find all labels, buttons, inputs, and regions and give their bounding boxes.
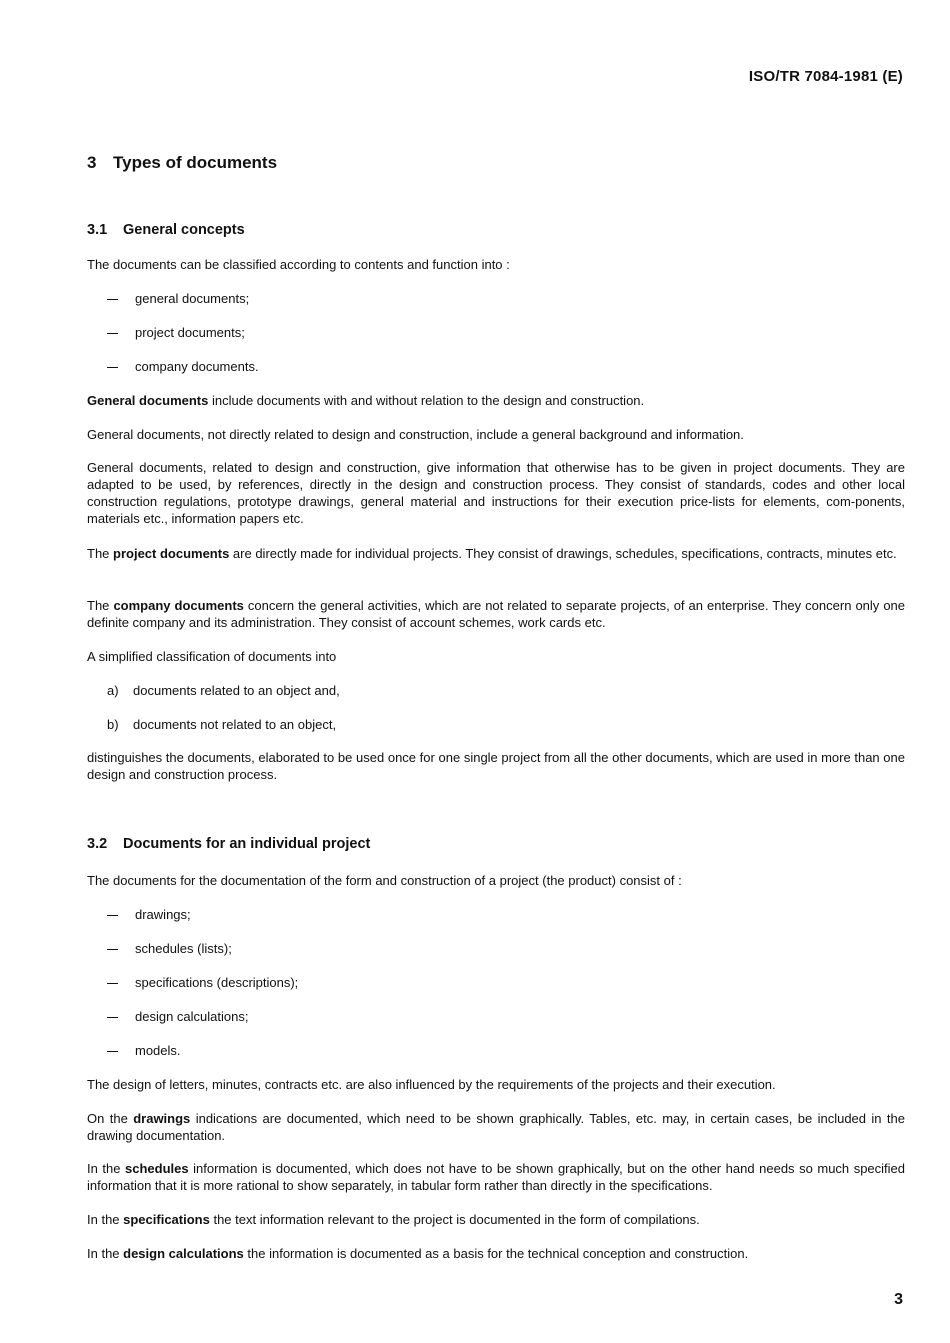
page-number: 3 (894, 1291, 903, 1308)
list-item-text: specifications (descriptions); (135, 975, 299, 990)
term: design calculations (123, 1246, 244, 1261)
dash-bullet (107, 1008, 118, 1025)
paragraph-text: information is documented, which does not have to be shown graphically, but on the other hand needs so much specified information that it is more rational to show separately, in tabular form rather than directly in the specifications. (87, 1161, 905, 1193)
s31-intro: The documents can be classified according to contents and function into : (87, 257, 510, 272)
paragraph-text: are directly made for individual projects. They consist of drawings, schedules, specifications, contracts, minutes etc. (229, 546, 897, 561)
document-code: ISO/TR 7084-1981 (E) (748, 68, 903, 85)
s31-paragraph-5 (87, 597, 905, 631)
term: project documents (113, 546, 230, 561)
section-3-2-heading (87, 836, 370, 852)
s31-paragraph-3: General documents, related to design and construction, give information that otherwise has to be given in project documents. They are adapted to be used, by references, directly in the design and construction process. They consist of standards, codes and other local construction regulations, prototype drawings, general material and instructions for their execution price-lists for elements, com-ponents, materials etc., information papers etc. (87, 460, 905, 526)
dash-bullet (107, 974, 118, 991)
s31-paragraph-1 (87, 392, 905, 409)
term: company documents (113, 598, 244, 613)
s32-paragraph-4 (87, 1211, 905, 1228)
dash-bullet (107, 906, 118, 923)
section-3-1-heading (87, 222, 245, 238)
dash-bullet (107, 290, 118, 307)
list-item-text: documents not related to an object, (133, 717, 337, 732)
list-label: b) (107, 717, 119, 732)
dash-bullet (107, 1042, 118, 1059)
s32-paragraph-1: The design of letters, minutes, contracts etc. are also influenced by the requirements of the projects and their execution. (87, 1077, 776, 1092)
dash-bullet (107, 940, 118, 957)
term: specifications (123, 1212, 210, 1227)
list-item-text: design calculations; (135, 1009, 249, 1024)
paragraph-text: the text information relevant to the project is documented in the form of compilations. (209, 1212, 700, 1227)
paragraph-text: In the (87, 1161, 125, 1176)
s32-intro: The documents for the documentation of the form and construction of a project (the product) consist of : (87, 873, 682, 888)
s31-paragraph-4 (87, 545, 905, 562)
section-title: Types of documents (113, 153, 278, 172)
dash-bullet (107, 324, 118, 341)
list-item-text: models. (135, 1043, 181, 1058)
s32-paragraph-3 (87, 1160, 905, 1194)
paragraph-text: include documents with and without relation to the design and construction. (208, 393, 645, 408)
list-item-text: drawings; (135, 907, 191, 922)
s31-paragraph-7: distinguishes the documents, elaborated to be used once for one single project from all the other documents, which are used in more than one design and construction process. (87, 750, 905, 782)
paragraph-text: indications are documented, which need to be shown graphically. Tables, etc. may, in certain cases, be included in the drawing documentation. (87, 1111, 905, 1143)
subsection-number: 3.2 (87, 836, 108, 852)
section-number: 3 (87, 153, 97, 172)
term: drawings (133, 1111, 191, 1126)
paragraph-text: On the (87, 1111, 134, 1126)
term: schedules (125, 1161, 189, 1176)
s31-paragraph-6: A simplified classification of documents into (87, 649, 337, 664)
s31-paragraph-2: General documents, not directly related to design and construction, include a general background and information. (87, 427, 744, 442)
s32-paragraph-5 (87, 1245, 905, 1262)
section-3-heading (87, 153, 277, 173)
list-item-text: documents related to an object and, (133, 683, 340, 698)
list-item-text: project documents; (135, 325, 245, 340)
term: General documents (87, 393, 209, 408)
subsection-number: 3.1 (87, 222, 108, 238)
list-item-text: general documents; (135, 291, 250, 306)
paragraph-text: the information is documented as a basis for the technical conception and construction. (243, 1246, 749, 1261)
paragraph-text: concern the general activities, which are not related to separate projects, of an enterprise. They concern only one definite company and its administration. They consist of account schemes, work cards etc. (87, 598, 906, 630)
s32-paragraph-2 (87, 1110, 905, 1144)
dash-bullet (107, 358, 118, 375)
paragraph-text: The (87, 546, 114, 561)
list-item-text: schedules (lists); (135, 941, 232, 956)
subsection-title: General concepts (123, 222, 245, 238)
paragraph-text: In the (87, 1212, 124, 1227)
paragraph-text: In the (87, 1246, 124, 1261)
list-item-text: company documents. (135, 359, 259, 374)
paragraph-text: The (87, 598, 114, 613)
list-label: a) (107, 683, 119, 698)
subsection-title: Documents for an individual project (123, 836, 371, 852)
